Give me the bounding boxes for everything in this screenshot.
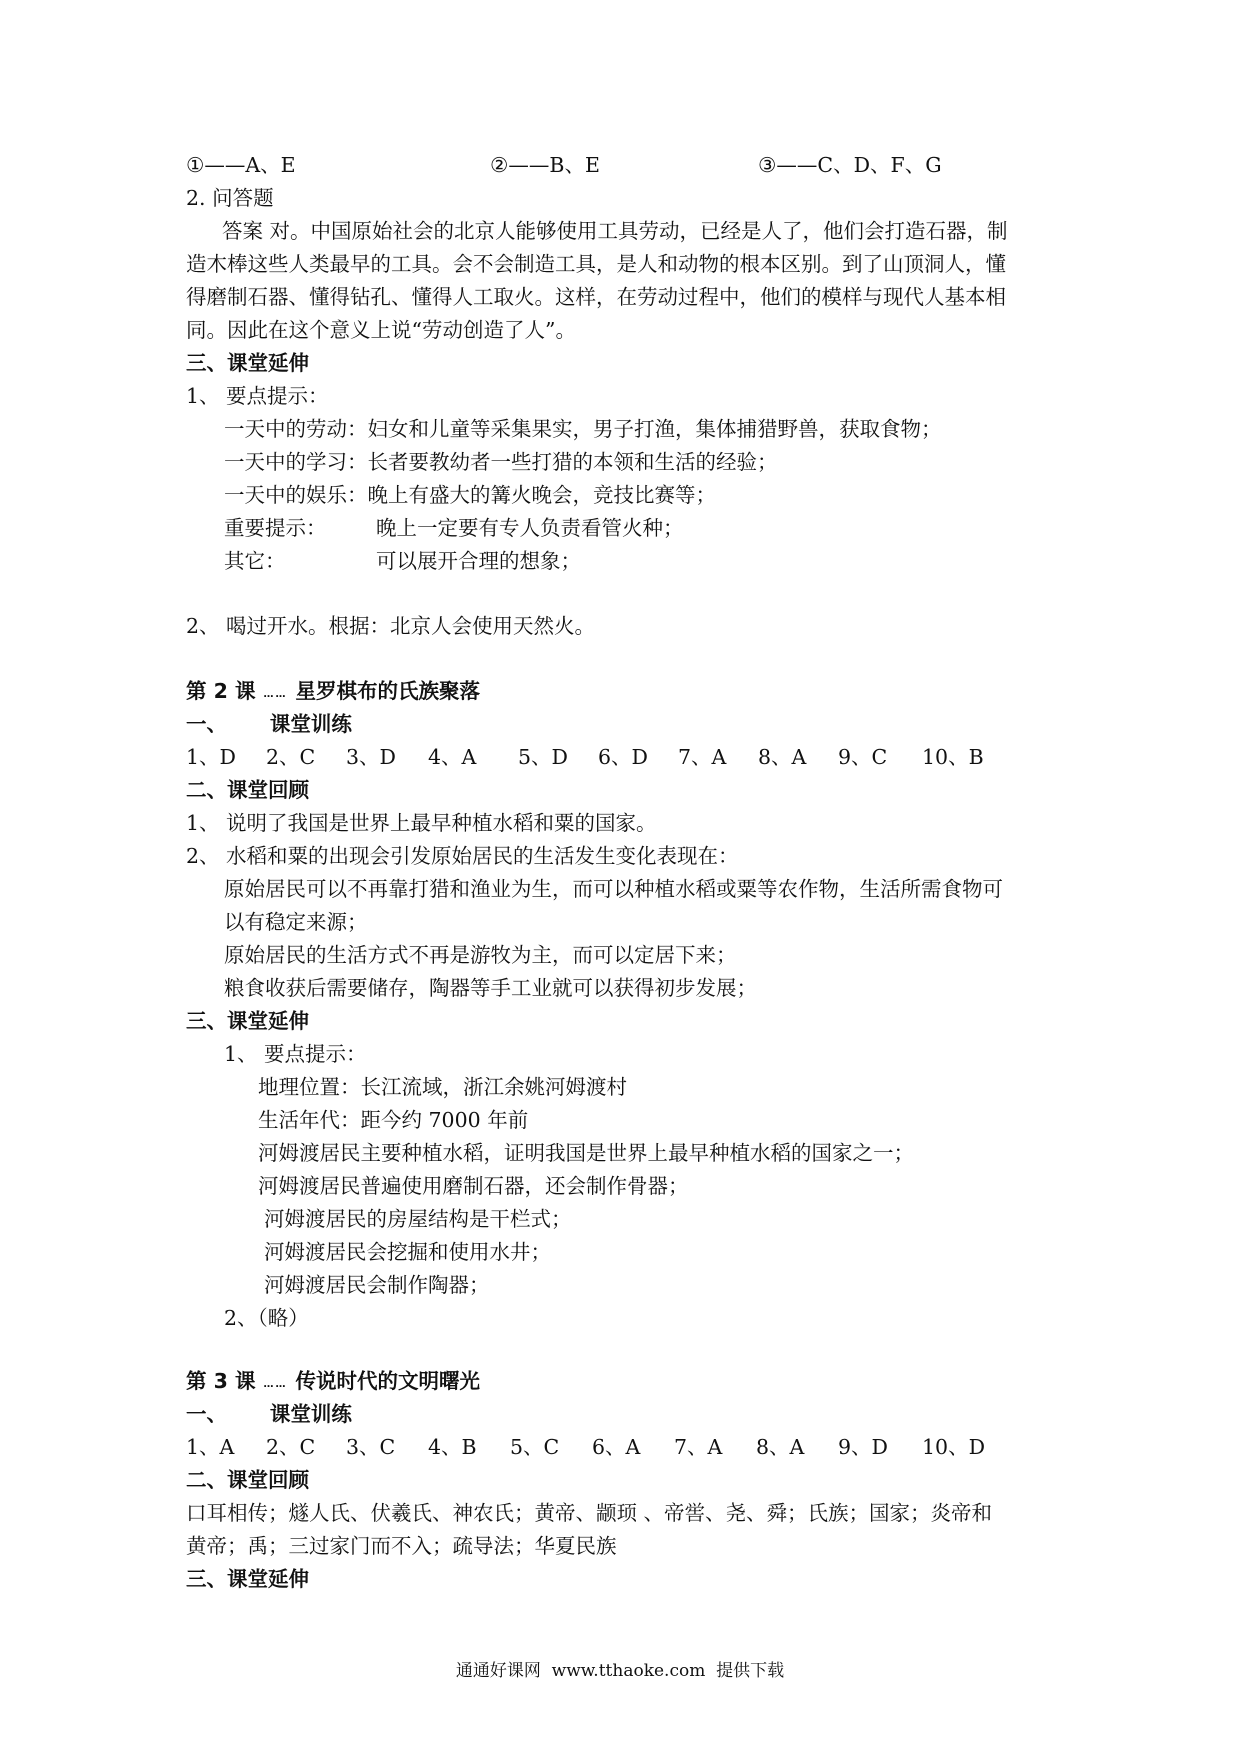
title-dots: …… — [263, 1379, 288, 1390]
answer-line: 答案 对。中国原始社会的北京人能够使用工具劳动，已经是人了，他们会打造石器，制 — [222, 219, 1008, 243]
answer-item: 10、D — [922, 1435, 986, 1459]
answer-item: 7、A — [678, 745, 727, 769]
change-line: 原始居民的生活方式不再是游牧为主，而可以定居下来； — [224, 943, 737, 967]
answer-item: 10、B — [922, 745, 984, 769]
section-heading: 一、 课堂训练 — [186, 712, 352, 736]
answer-item: 2、C — [266, 1435, 316, 1459]
section-heading: 二、课堂回顾 — [186, 1468, 309, 1492]
answer-item: 8、A — [756, 1435, 805, 1459]
extension-point: 河姆渡居民普遍使用磨制石器，还会制作骨器； — [258, 1174, 689, 1198]
section-heading: 三、课堂延伸 — [186, 1567, 309, 1591]
lesson-name: 星罗棋布的氏族聚落 — [295, 679, 481, 703]
choice-3: ③——C、D、F、G — [758, 153, 942, 177]
extension-point: 一天中的学习：长者要教幼者一些打猎的本领和生活的经验； — [224, 450, 778, 474]
other-key: 其它： — [224, 549, 286, 573]
answer-item: 6、D — [598, 745, 648, 769]
extension-point: 一天中的娱乐：晚上有盛大的篝火晚会，竞技比赛等； — [224, 483, 716, 507]
answer-line: 同。因此在这个意义上说“劳动创造了人”。 — [186, 318, 576, 342]
answer-line: 得磨制石器、懂得钻孔、懂得人工取火。这样，在劳动过程中，他们的模样与现代人基本相 — [186, 285, 1006, 309]
answer-item: 1、D — [186, 745, 236, 769]
question-heading: 2. 问答题 — [186, 186, 274, 210]
answer-item: 2、C — [266, 745, 316, 769]
review-item: 1、 说明了我国是世界上最早种植水稻和粟的国家。 — [186, 811, 657, 835]
change-line: 以有稳定来源； — [224, 910, 368, 934]
section-heading: 三、课堂延伸 — [186, 351, 309, 375]
answer-item: 8、A — [758, 745, 807, 769]
lesson-2-title — [186, 676, 480, 710]
important-key: 重要提示： — [224, 516, 327, 540]
extension-label: 1、 要点提示： — [224, 1042, 367, 1066]
answer-item: 6、A — [592, 1435, 641, 1459]
extension-item-2: 2、（略） — [224, 1306, 309, 1330]
answer-item: 3、D — [346, 745, 396, 769]
answer-item: 4、B — [428, 1435, 477, 1459]
lesson-number: 第 2 课 — [186, 679, 256, 703]
answer-item: 7、A — [674, 1435, 723, 1459]
extension-point: 河姆渡居民会挖掘和使用水井； — [264, 1240, 551, 1264]
extension-point: 河姆渡居民主要种植水稻，证明我国是世界上最早种植水稻的国家之一； — [258, 1141, 914, 1165]
extension-item-2: 2、 喝过开水。根据：北京人会使用天然火。 — [186, 614, 596, 638]
extension-point: 一天中的劳动：妇女和儿童等采集果实，男子打渔，集体捕猎野兽，获取食物； — [224, 417, 942, 441]
answer-item: 5、C — [510, 1435, 560, 1459]
lesson-number: 第 3 课 — [186, 1369, 256, 1393]
answer-item: 9、C — [838, 745, 888, 769]
answer-item: 4、A — [428, 745, 477, 769]
answer-item: 9、D — [838, 1435, 888, 1459]
choice-1: ①——A、E — [186, 153, 296, 177]
important-value: 晚上一定要有专人负责看管火种； — [376, 516, 684, 540]
answer-item: 5、D — [518, 745, 568, 769]
answer-line: 造木棒这些人类最早的工具。会不会制造工具，是人和动物的根本区别。到了山顶洞人，懂 — [186, 252, 1006, 276]
extension-point: 生活年代：距今约 7000 年前 — [258, 1108, 529, 1132]
review-line: 口耳相传；燧人氏、伏羲氏、神农氏；黄帝、颛顼 、帝喾、尧、舜；氏族；国家；炎帝和 — [186, 1501, 993, 1525]
extension-point: 河姆渡居民的房屋结构是干栏式； — [264, 1207, 572, 1231]
extension-point: 地理位置：长江流域，浙江余姚河姆渡村 — [258, 1075, 627, 1099]
page-footer: 通通好课网 www.tthaoke.com 提供下载 — [455, 1661, 785, 1681]
extension-point: 河姆渡居民会制作陶器； — [264, 1273, 490, 1297]
answer-item: 1、A — [186, 1435, 235, 1459]
other-value: 可以展开合理的想象； — [376, 549, 581, 573]
change-line: 原始居民可以不再靠打猎和渔业为生，而可以种植水稻或粟等农作物，生活所需食物可 — [224, 877, 1003, 901]
lesson-3-title — [186, 1366, 480, 1400]
title-dots: …… — [263, 689, 288, 700]
section-heading: 二、课堂回顾 — [186, 778, 309, 802]
choice-2: ②——B、E — [490, 153, 600, 177]
review-line: 黄帝；禹；三过家门而不入；疏导法；华夏民族 — [186, 1534, 617, 1558]
extension-label: 1、 要点提示： — [186, 384, 329, 408]
review-item: 2、 水稻和粟的出现会引发原始居民的生活发生变化表现在： — [186, 844, 739, 868]
section-heading: 一、 课堂训练 — [186, 1402, 352, 1426]
change-line: 粮食收获后需要储存，陶器等手工业就可以获得初步发展； — [224, 976, 757, 1000]
section-heading: 三、课堂延伸 — [186, 1009, 309, 1033]
answer-item: 3、C — [346, 1435, 396, 1459]
lesson-name: 传说时代的文明曙光 — [295, 1369, 481, 1393]
